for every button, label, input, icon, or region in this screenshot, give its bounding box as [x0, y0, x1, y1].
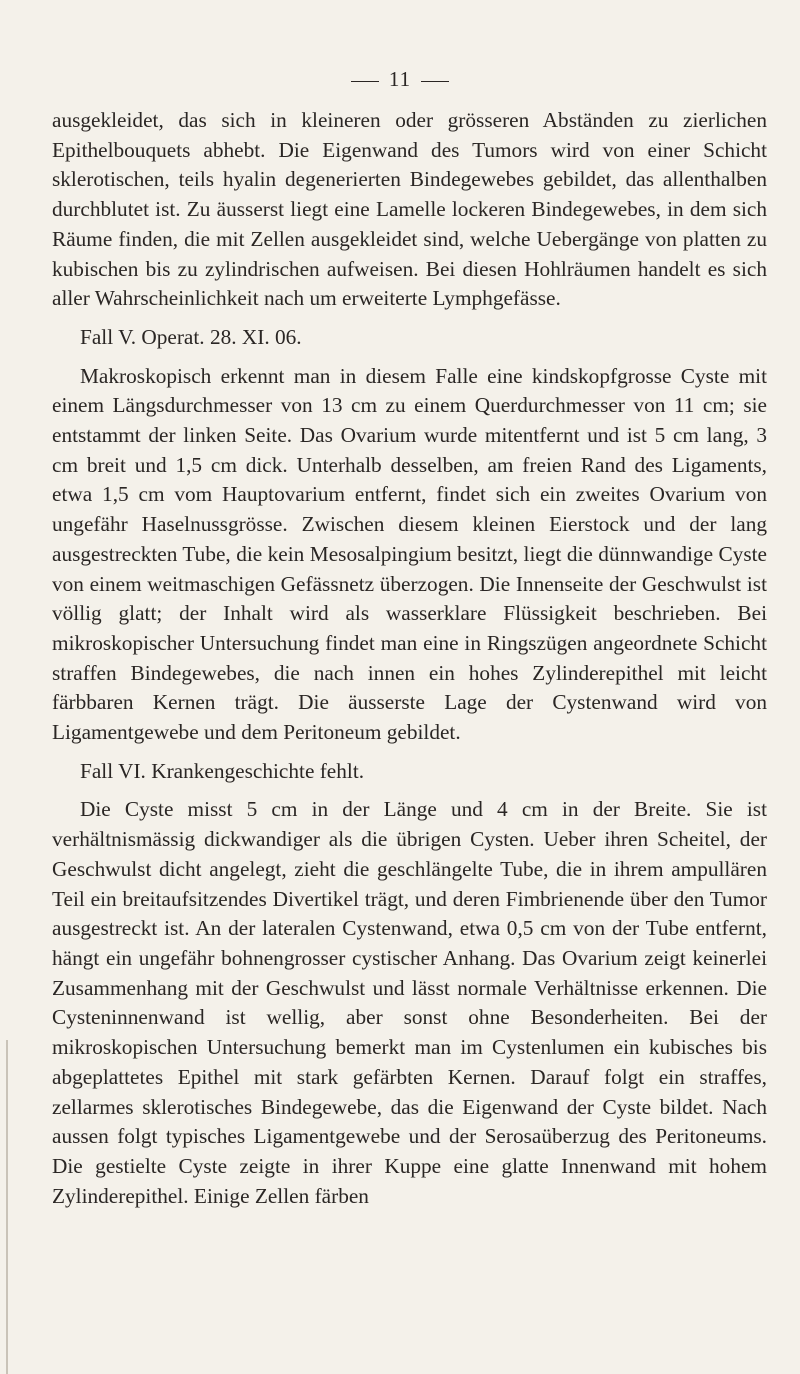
case-heading-fall-v: Fall V. Operat. 28. XI. 06. — [80, 324, 302, 349]
paragraph-fall-vi: Die Cyste misst 5 cm in der Länge und 4 cm in der Breite. Sie ist verhältnismässig dickwandiger als die übrigen Cysten. Ueber ihren Scheitel, der Geschwulst dicht angelegt, zieht die geschlängelte Tube, die in ihrem ampullären Teil ein breitaufsitzendes Divertikel trägt, und deren Fimbrienende über den Tumor ausgestreckt ist. An der lateralen Cystenwand, etwa 0,5 cm von der Tube entfernt, hängt ein ungefähr bohnengrosser cystischer Anhang. Das Ovarium zeigt keinerlei Zusammenhang mit der Geschwulst und lässt normale Verhältnisse erkennen. Die Cysteninnenwand ist wellig, aber sonst ohne Besonderheiten. Bei der mikroskopischen Untersuchung bemerkt man im Cystenlumen ein kubisches bis abgeplattetes Epithel mit stark gefärbten Kernen. Darauf folgt ein straffes, zellarmes sklerotisches Bindegewebe, das die Eigenwand der Cyste bildet. Nach aussen folgt typisches Ligamentgewebe und der Serosaüberzug des Peritoneums. Die gestielte Cyste zeigte in ihrer Kuppe eine glatte Innenwand mit hohem Zylinderepithel. Einige Zellen färben — [52, 797, 767, 1208]
body-text — [52, 106, 767, 1211]
page-number: 11 — [388, 67, 412, 91]
paragraph-continuation: ausgekleidet, das sich in kleineren oder grösseren Abständen zu zierlichen Epithelbouquets abhebt. Die Eigenwand des Tumors wird von einer Schicht sklerotischen, teils hyalin degenerierten Bindegewebes gebildet, das allenthalben durchblutet ist. Zu äusserst liegt eine Lamelle lockeren Bindegewebes, in dem sich Räume finden, die mit Zellen ausgekleidet sind, welche Uebergänge von platten zu kubischen bis zu zylindrischen aufweisen. Bei diesen Hohlräumen handelt es sich aller Wahrscheinlichkeit nach um erweiterte Lymphgefässe. — [52, 108, 767, 311]
page-edge-shadow — [6, 1040, 8, 1374]
right-dash — [421, 81, 449, 82]
left-dash — [351, 81, 379, 82]
page-number-header — [0, 66, 800, 92]
case-heading-fall-vi: Fall VI. Krankengeschichte fehlt. — [80, 758, 365, 783]
paragraph-fall-v: Makroskopisch erkennt man in diesem Falle eine kindskopfgrosse Cyste mit einem Längsdurchmesser von 13 cm zu einem Querdurchmesser von 11 cm; sie entstammt der linken Seite. Das Ovarium wurde mitentfernt und ist 5 cm lang, 3 cm breit und 1,5 cm dick. Unterhalb desselben, am freien Rand des Ligaments, etwa 1,5 cm vom Hauptovarium entfernt, findet sich ein zweites Ovarium von ungefähr Haselnussgrösse. Zwischen diesem kleinen Eierstock und der lang ausgestreckten Tube, die kein Mesosalpingium besitzt, liegt die dünnwandige Cyste von einem weitmaschigen Gefässnetz überzogen. Die Innenseite der Geschwulst ist völlig glatt; der Inhalt wird als wasserklare Flüssigkeit beschrieben. Bei mikroskopischer Untersuchung findet man eine in Ringszügen angeordnete Schicht straffen Bindegewebes, die nach innen ein hohes Zylinderepithel mit leicht färbbaren Kernen trägt. Die äusserste Lage der Cystenwand wird von Ligamentgewebe und dem Peritoneum gebildet. — [52, 363, 767, 745]
